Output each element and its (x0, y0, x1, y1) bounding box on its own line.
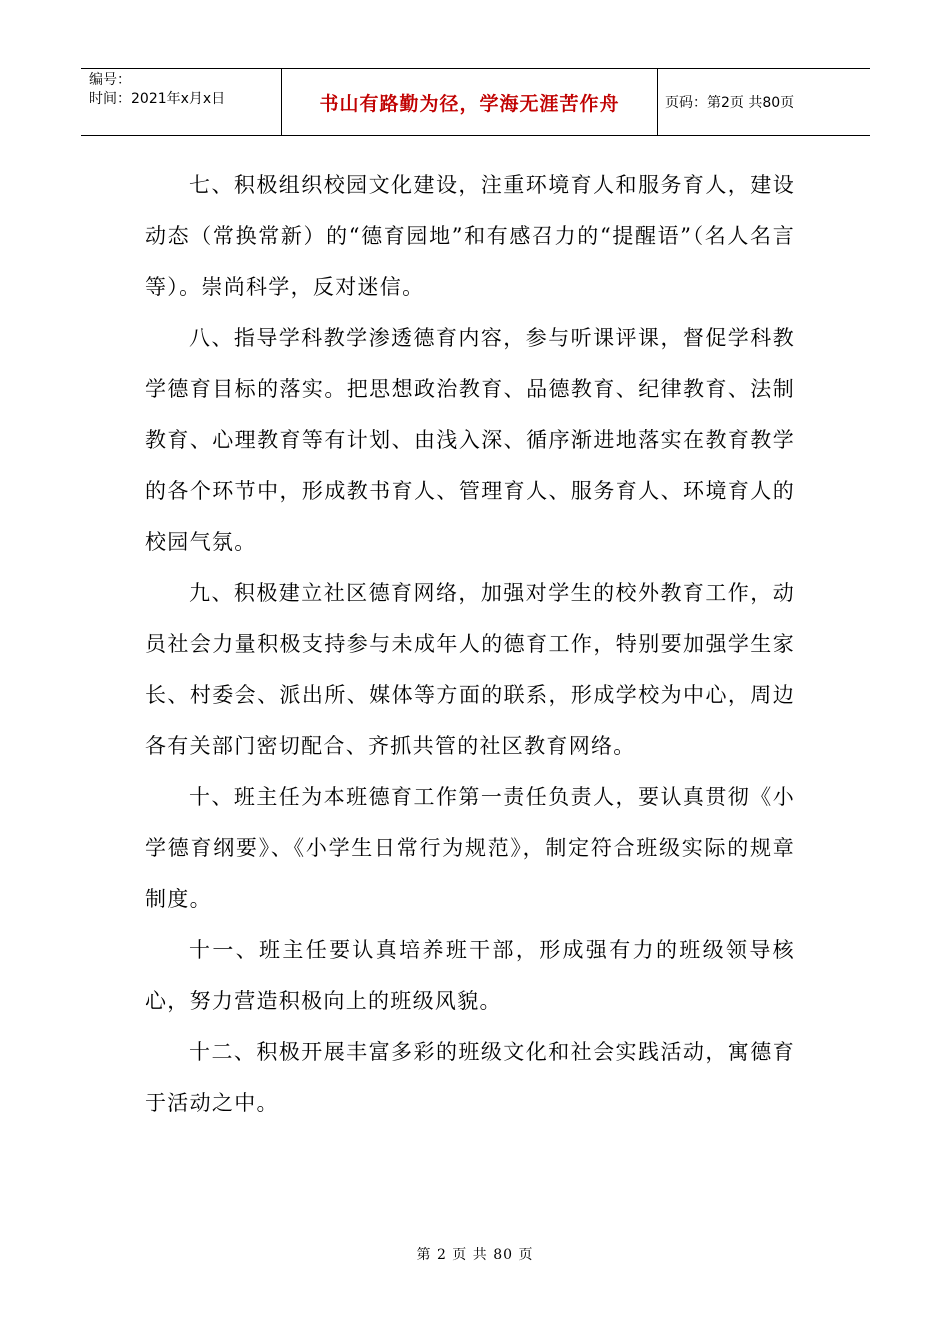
paragraph-8: 八、指导学科教学渗透德育内容，参与听课评课，督促学科教学德育目标的落实。把思想政治教育、品德教育、纪律教育、法制教育、心理教育等有计划、由浅入深、循序渐进地落实在教育教学的各个环节中，形成教书育人、管理育人、服务育人、环境育人的校园气氛。 (145, 326, 795, 554)
page-footer: 第 2 页 共 80 页 (416, 1247, 534, 1263)
paragraph-11: 十一、班主任要认真培养班干部，形成强有力的班级领导核心，努力营造积极向上的班级风貌。 (145, 938, 795, 1013)
paragraph-9: 九、积极建立社区德育网络，加强对学生的校外教育工作，动员社会力量积极支持参与未成年人的德育工作，特别要加强学生家长、村委会、派出所、媒体等方面的联系，形成学校为中心，周边各有关部门密切配合、齐抓共管的社区教育网络。 (145, 581, 795, 758)
header-motto: 书山有路勤为径，学海无涯苦作舟 (319, 92, 620, 115)
paragraph-12: 十二、积极开展丰富多彩的班级文化和社会实践活动，寓德育于活动之中。 (145, 1040, 795, 1115)
paragraph-10: 十、班主任为本班德育工作第一责任负责人，要认真贯彻《小学德育纲要》、《小学生日常行为规范》，制定符合班级实际的规章制度。 (145, 785, 795, 911)
header-meta-cell (81, 69, 281, 135)
document-time-label: 时间：2021年x月x日 (89, 91, 226, 107)
paragraph-7: 七、积极组织校园文化建设，注重环境育人和服务育人，建设动态（常换常新）的“德育园地”和有感召力的“提醒语”（名人名言等）。崇尚科学，反对迷信。 (145, 173, 795, 299)
header-page-info: 页码：第2页 共80页 (665, 95, 795, 111)
header-divider-right (657, 69, 658, 135)
document-header (81, 68, 870, 136)
document-body (145, 160, 795, 1129)
document-id-label: 编号： (89, 72, 131, 88)
